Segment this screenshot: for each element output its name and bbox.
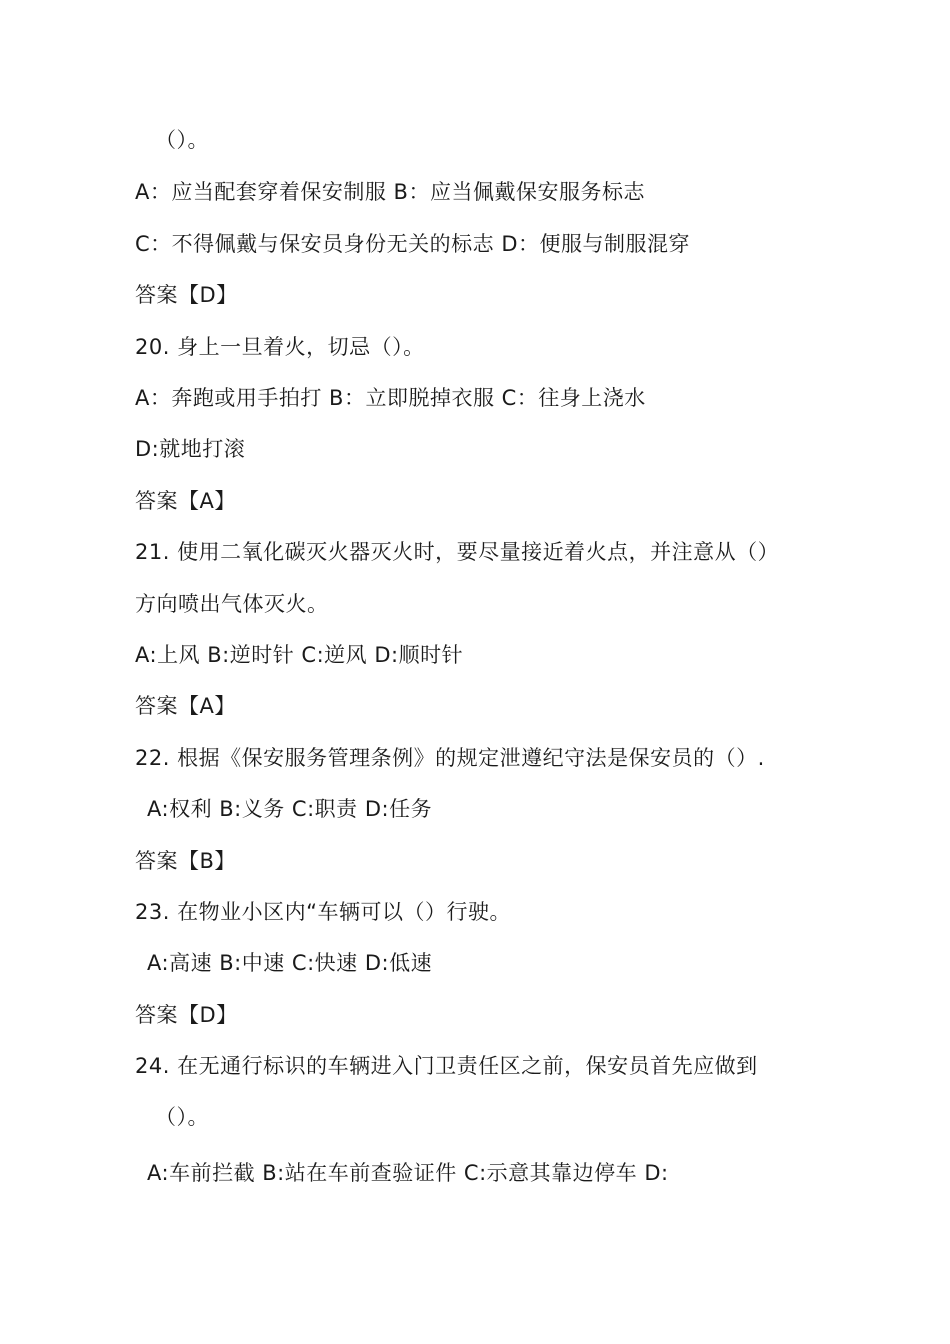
answer-line: 答案【D】 <box>135 283 238 307</box>
question-line: 22. 根据《保安服务管理条例》的规定泄遵纪守法是保安员的（）. <box>135 746 765 770</box>
answer-line: 答案【B】 <box>135 849 236 873</box>
text-line: A：应当配套穿着保安制服 B：应当佩戴保安服务标志 <box>135 180 645 204</box>
answer-line: 答案【D】 <box>135 1003 238 1027</box>
text-line: 方向喷出气体灭火。 <box>135 592 329 616</box>
question-line: 20. 身上一旦着火，切忌（）。 <box>135 335 425 359</box>
question-line: 24. 在无通行标识的车辆进入门卫责任区之前，保安员首先应做到 <box>135 1054 758 1078</box>
text-line: A:车前拦截 B:站在车前查验证件 C:示意其靠边停车 D: <box>147 1161 669 1185</box>
answer-line: 答案【A】 <box>135 489 236 513</box>
question-line: 21. 使用二氧化碳灭火器灭火时，要尽量接近着火点，并注意从（） <box>135 540 780 564</box>
text-line: D:就地打滚 <box>135 437 246 461</box>
question-line: 23. 在物业小区内“车辆可以（）行驶。 <box>135 900 511 924</box>
text-line: （）。 <box>155 128 209 152</box>
text-line: （）。 <box>155 1105 209 1129</box>
text-line: C：不得佩戴与保安员身份无关的标志 D：便服与制服混穿 <box>135 232 691 256</box>
text-line: A:权利 B:义务 C:职责 D:任务 <box>147 797 433 821</box>
text-line: A:高速 B:中速 C:快速 D:低速 <box>147 951 433 975</box>
text-line: A:上风 B:逆时针 C:逆风 D:顺时针 <box>135 643 464 667</box>
text-line: A：奔跑或用手拍打 B：立即脱掉衣服 C：往身上浇水 <box>135 386 646 410</box>
answer-line: 答案【A】 <box>135 694 236 718</box>
